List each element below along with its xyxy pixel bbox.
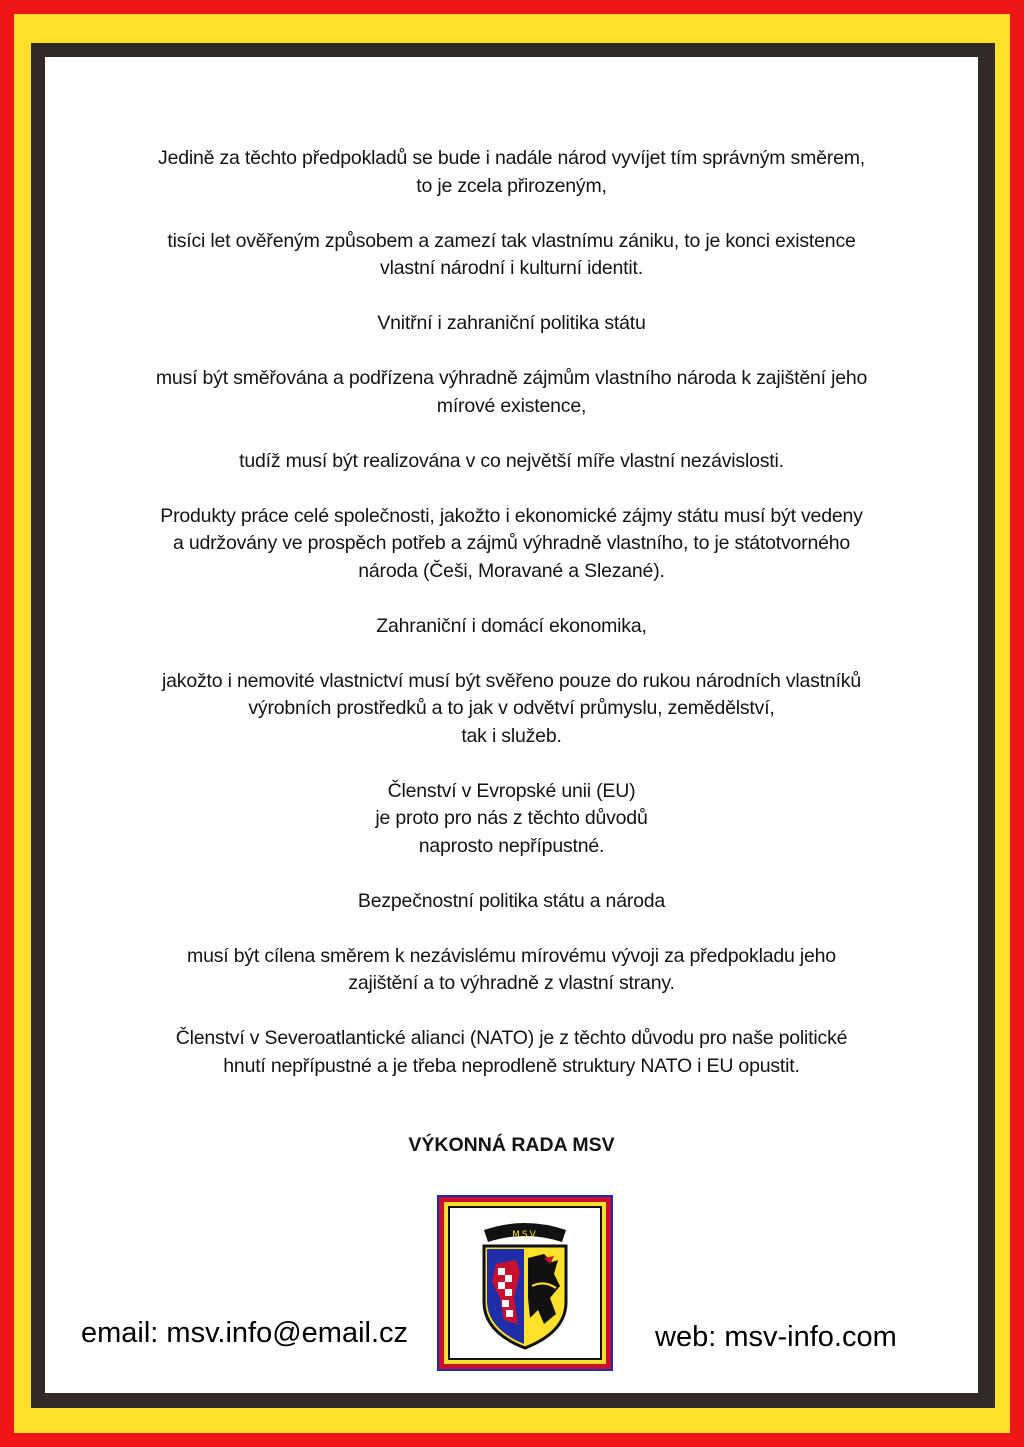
- text-line: to je zcela přirozeným,: [416, 174, 607, 197]
- manifesto-text: [115, 145, 908, 1108]
- text-line: Produkty práce celé společnosti, jakožto i ekonomické zájmy státu musí být vedeny: [160, 504, 863, 527]
- footer-email: email: msv.info@email.cz: [81, 1317, 409, 1349]
- paragraph: [115, 613, 908, 641]
- text-line: Zahraniční i domácí ekonomika,: [376, 614, 647, 637]
- text-line: mírové existence,: [436, 394, 587, 417]
- text-line: hnutí nepřípustné a je třeba neprodleně struktury NATO i EU opustit.: [223, 1054, 800, 1077]
- paragraph: [115, 365, 908, 420]
- paragraph: [115, 503, 908, 586]
- text-line: Bezpečnostní politika státu a národa: [357, 889, 666, 912]
- text-line: Členství v Severoatlantické alianci (NATO) je z těchto důvodu pro naše politické: [175, 1027, 848, 1049]
- document-page: [45, 57, 978, 1393]
- text-line: musí být cílena směrem k nezávislému mírovému vývoji za předpokladu jeho: [187, 944, 836, 967]
- text-line: a udržovány ve prospěch potřeb a zájmů výhradně vlastního, to je státotvorného: [172, 532, 851, 554]
- text-line: je proto pro nás z těchto důvodů: [375, 807, 648, 829]
- text-line: jakožto i nemovité vlastnictví musí být svěřeno pouze do rukou národních vlastníků: [162, 669, 861, 692]
- text-line: výrobních prostředků a to jak v odvětví průmyslu, zemědělství,: [248, 697, 775, 719]
- text-line: národa (Češi, Moravané a Slezané).: [358, 559, 665, 582]
- text-line: Vnitřní i zahraniční politika státu: [377, 312, 646, 334]
- logo-text: MSV: [512, 1230, 538, 1240]
- paragraph: [115, 1025, 908, 1080]
- signature: VÝKONNÁ RADA MSV: [408, 1134, 615, 1156]
- text-line: Členství v Evropské unii (EU): [387, 779, 636, 802]
- paragraph: [115, 310, 908, 338]
- text-line: Jedině za těchto předpokladů se bude i nadále národ vyvíjet tím správným směrem,: [158, 147, 865, 169]
- paragraph: [115, 228, 908, 283]
- paragraph: [115, 888, 908, 916]
- text-line: musí být směřována a podřízena výhradně zájmům vlastního národa k zajištění jeho: [155, 367, 868, 389]
- msv-logo: [439, 1197, 611, 1369]
- text-line: zajištění a to výhradně z vlastní strany.: [348, 972, 675, 994]
- paragraph: [115, 145, 908, 200]
- silesian-eagle-icon: [528, 1254, 560, 1324]
- paragraph: [115, 778, 908, 861]
- text-line: tisíci let ověřeným způsobem a zamezí tak vlastnímu zániku, to je konci existence: [167, 229, 856, 252]
- text-line: tudíž musí být realizována v co největší míře vlastní nezávislosti.: [239, 449, 784, 472]
- paragraph: [115, 943, 908, 998]
- coat-of-arms-icon: [444, 1202, 606, 1364]
- paragraph: [115, 448, 908, 476]
- text-line: naprosto nepřípustné.: [418, 834, 605, 857]
- paragraph: [115, 668, 908, 751]
- footer-web: web: msv-info.com: [655, 1321, 897, 1353]
- text-line: tak i služeb.: [461, 724, 562, 747]
- text-line: vlastní národní i kulturní identit.: [380, 257, 643, 279]
